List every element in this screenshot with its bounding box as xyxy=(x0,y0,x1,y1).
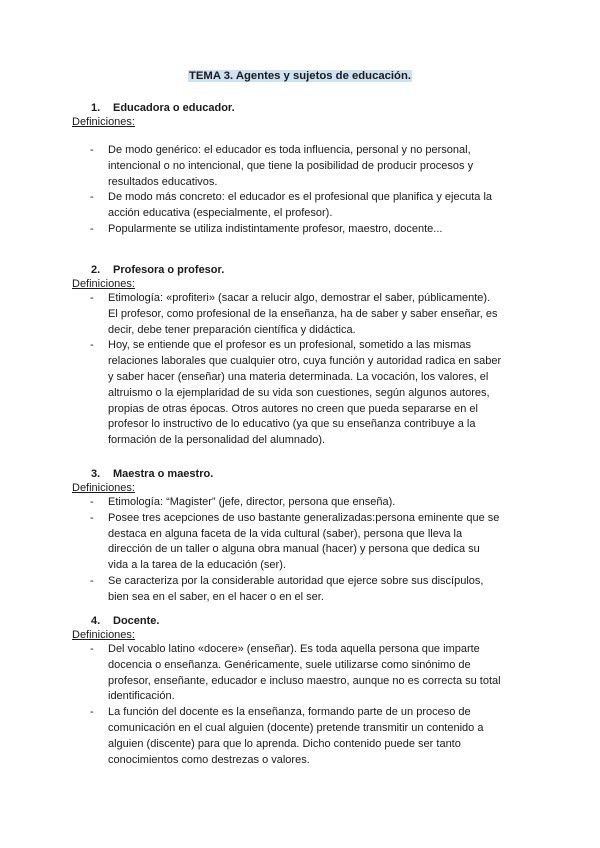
list-item: - Hoy, se entiende que el profesor es un profesional, sometido a las mismas relaciones laborales que cualquier otro, cuya función y autoridad radica en saber y saber hacer (enseñar) una materia determinada. La vocación, los valores, el altruismo o la ejemplaridad de su vida son cuestiones, según algunos autores, propias de otras épocas. Otros autores no creen que pueda separarse en el profesor lo instructivo de lo educativo (ya que su enseñanza contribuye a la formación de la personalidad del alumnado). xyxy=(90,339,502,447)
definitions-label: Definiciones: xyxy=(72,482,135,494)
section-number: 1. xyxy=(91,102,101,114)
section-heading xyxy=(91,614,532,628)
definitions-list xyxy=(72,495,532,606)
section-number: 2. xyxy=(91,264,101,276)
list-item: - De modo más concreto: el educador es el profesional que planifica y ejecuta la acción educativa (especialmente, el profesor). xyxy=(90,191,493,220)
definitions-list xyxy=(72,291,532,449)
section-number: 3. xyxy=(91,468,101,480)
section-title: Educadora o educador. xyxy=(113,102,235,114)
section-title: Profesora o profesor. xyxy=(113,264,225,276)
document-title xyxy=(0,69,600,83)
list-item: - Se caracteriza por la considerable autoridad que ejerce sobre sus discípulos, bien sea en el saber, en el hacer o en el ser. xyxy=(90,574,484,603)
section-title: Maestra o maestro. xyxy=(113,468,214,480)
section-maestro xyxy=(72,467,532,606)
section-heading xyxy=(91,101,532,115)
section-number: 4. xyxy=(91,615,101,627)
definitions-label: Definiciones: xyxy=(72,278,135,290)
list-item: - Popularmente se utiliza indistintamente profesor, maestro, docente... xyxy=(90,222,443,235)
section-profesor xyxy=(72,263,532,449)
list-item: - Posee tres acepciones de uso bastante generalizadas:persona eminente que se destaca en alguna faceta de la vida cultural (saber), persona que lleva la dirección de un taller o alguna obra manual (hacer) y persona que dedica su vida a la tarea de la educación (ser). xyxy=(90,511,500,572)
section-educador xyxy=(72,101,532,238)
list-item: - Etimología: «profiteri» (sacar a relucir algo, demostrar el saber, públicamente). El profesor, como profesional de la enseñanza, ha de saber y saber enseñar, es decir, debe tener preparación científica y didáctica. xyxy=(90,292,498,336)
list-item: - Etimología: “Magister” (jefe, director, persona que enseña). xyxy=(90,496,396,508)
section-heading xyxy=(91,263,532,277)
section-docente xyxy=(72,614,532,768)
definitions-label: Definiciones: xyxy=(72,629,135,641)
list-item: - Del vocablo latino «docere» (enseñar). Es toda aquella persona que imparte docencia o enseñanza. Genéricamente, suele utilizarse como sinónimo de profesor, enseñante, educador e incluso maestro, aunque no es correcta su total identificación. xyxy=(90,643,501,703)
list-item: - La función del docente es la enseñanza, formando parte de un proceso de comunicación en el cual alguien (docente) pretende transmitir un contenido a alguien (discente) para que lo aprenda. Dicho contenido puede ser tanto conocimientos como destrezas o valores. xyxy=(90,706,484,766)
definitions-list xyxy=(72,143,532,238)
title-text: TEMA 3. Agentes y sujetos de educación. xyxy=(188,70,411,82)
section-heading xyxy=(91,467,532,481)
section-title: Docente. xyxy=(113,615,160,627)
definitions-list xyxy=(72,642,532,768)
definitions-label: Definiciones: xyxy=(72,116,135,128)
list-item: - De modo genérico: el educador es toda influencia, personal y no personal, intencional o no intencional, que tiene la posibilidad de producir procesos y resultados educativos. xyxy=(90,144,474,188)
